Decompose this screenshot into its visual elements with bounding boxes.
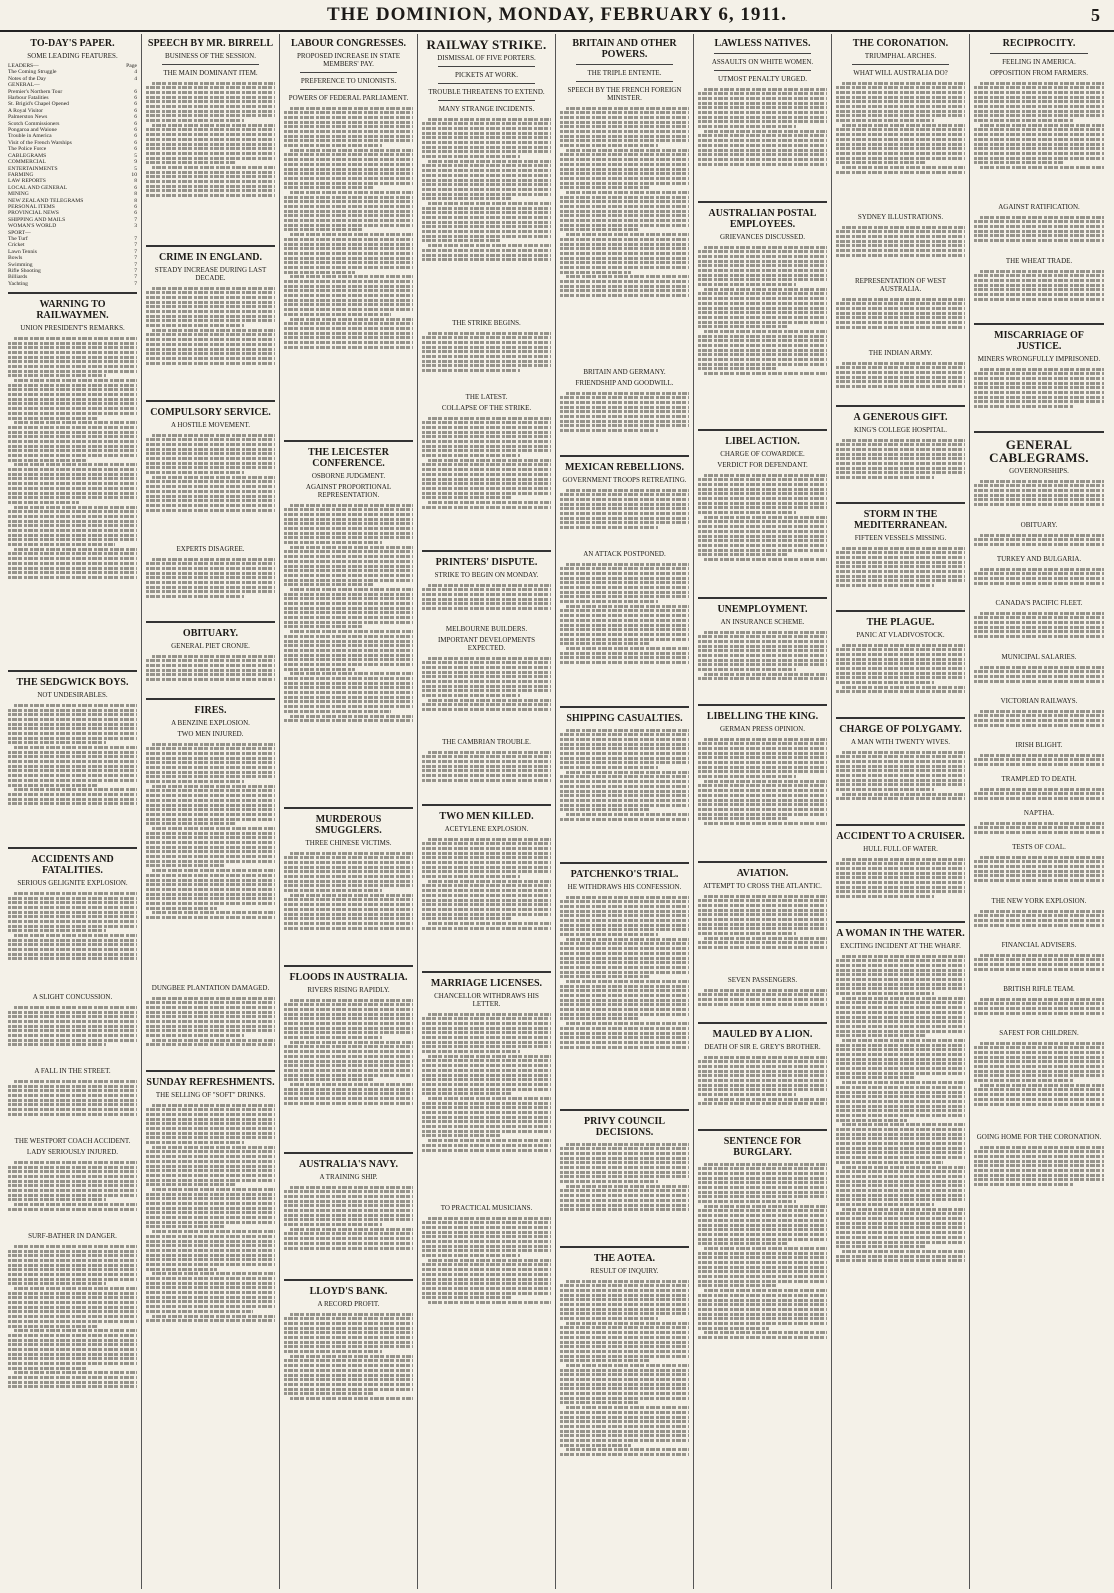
article-body <box>422 836 551 966</box>
subheading: COLLAPSE OF THE STRIKE. <box>441 404 532 412</box>
contents-label: FARMING <box>8 171 34 178</box>
contents-label: Palmerston News <box>8 114 48 121</box>
headline: OBITUARY. <box>182 628 239 639</box>
headline: CHARGE OF POLYGAMY. <box>839 724 962 735</box>
article-body <box>8 1243 137 1443</box>
article-body <box>560 894 689 1104</box>
article-body <box>698 472 827 592</box>
headline: TWO MEN KILLED. <box>439 811 534 822</box>
subheading: AGAINST RATIFICATION. <box>998 203 1080 211</box>
headline: COMPULSORY SERVICE. <box>150 407 271 418</box>
contents-label: LAW REPORTS <box>8 178 46 185</box>
subheading: UTMOST PENALTY URGED. <box>718 75 807 83</box>
article-body <box>836 360 965 400</box>
article-body <box>560 390 689 450</box>
article-body <box>560 727 689 857</box>
article-body <box>422 1215 551 1335</box>
subheading: HE WITHDRAWS HIS CONFESSION. <box>567 883 682 891</box>
headline: LIBEL ACTION. <box>725 436 800 447</box>
column-1 <box>4 34 142 1589</box>
article-body <box>8 890 137 990</box>
headline: LLOYD'S BANK. <box>309 1286 388 1297</box>
subheading: SOME LEADING FEATURES. <box>27 52 118 60</box>
article-body <box>836 296 965 346</box>
contents-label: The Police Force <box>8 146 47 153</box>
contents-label: The Turf <box>8 235 28 242</box>
article-body <box>146 995 275 1065</box>
headline: MEXICAN REBELLIONS. <box>565 462 684 473</box>
subheading: A MAN WITH TWENTY WIVES. <box>850 738 951 746</box>
subheading: PICKETS AT WORK. <box>455 71 518 79</box>
subheading: SYDNEY ILLUSTRATIONS. <box>857 213 944 221</box>
subheading: A RECORD PROFIT. <box>317 1300 380 1308</box>
contents-list <box>8 63 137 287</box>
subheading: VERDICT FOR DEFENDANT. <box>717 461 808 469</box>
headline: A GENEROUS GIFT. <box>853 412 948 423</box>
contents-page: 5 <box>134 165 137 172</box>
contents-page: 6 <box>134 203 137 210</box>
article-body <box>422 330 551 390</box>
article-body <box>284 1311 413 1431</box>
contents-label: Swimming <box>8 261 33 268</box>
article-body <box>8 1159 137 1229</box>
subheading: IMPORTANT DEVELOPMENTS EXPECTED. <box>437 636 536 652</box>
subheading: MELBOURNE BUILDERS. <box>445 625 528 633</box>
subheading: AN ATTACK POSTPONED. <box>583 550 666 558</box>
article-body <box>974 214 1104 254</box>
subheading: ASSAULTS ON WHITE WOMEN. <box>711 58 814 66</box>
subheading: THREE CHINESE VICTIMS. <box>305 839 392 847</box>
article-body <box>698 736 827 856</box>
article-body <box>698 86 827 196</box>
headline: A WOMAN IN THE WATER. <box>836 928 965 939</box>
headline: FIRES. <box>194 705 227 716</box>
subheading: GOING HOME FOR THE CORONATION. <box>976 1133 1102 1141</box>
article-body <box>146 285 275 395</box>
contents-label: GENERAL— <box>8 82 40 89</box>
article-body <box>974 80 1104 200</box>
headline: PRINTERS' DISPUTE. <box>435 557 538 568</box>
contents-label: LOCAL AND GENERAL <box>8 184 68 191</box>
contents-label: LEADERS— <box>8 63 39 69</box>
subheading: SURF-BATHER IN DANGER. <box>28 1232 117 1241</box>
contents-page: 6 <box>134 95 137 102</box>
headline: BRITAIN AND OTHER POWERS. <box>572 38 677 60</box>
article-body <box>974 366 1104 426</box>
subheading: CHANCELLOR WITHDRAWS HIS LETTER. <box>434 992 539 1008</box>
headline: PATCHENKO'S TRIAL. <box>570 869 679 880</box>
headline: CRIME IN ENGLAND. <box>158 252 263 263</box>
subheading: MUNICIPAL SALARIES. <box>1001 653 1077 661</box>
contents-label: A Royal Visitor <box>8 107 43 114</box>
subheading: FIFTEEN VESSELS MISSING. <box>854 534 947 542</box>
article-body <box>974 908 1104 938</box>
contents-page: 7 <box>134 216 137 223</box>
contents-label: Lawn Tennis <box>8 248 37 255</box>
subheading: MANY STRANGE INCIDENTS. <box>438 105 535 113</box>
headline: MARRIAGE LICENSES. <box>430 978 543 989</box>
headline: AVIATION. <box>736 868 789 879</box>
subheading: TO PRACTICAL MUSICIANS. <box>440 1204 533 1212</box>
subheading: PANIC AT VLADIVOSTOCK. <box>856 631 945 639</box>
subheading: EXPERTS DISAGREE. <box>176 545 245 553</box>
subheading: A FALL IN THE STREET. <box>34 1067 111 1076</box>
article-body <box>146 653 275 693</box>
headline: THE LEICESTER CONFERENCE. <box>308 447 389 469</box>
contents-page: 6 <box>134 120 137 127</box>
contents-page: 5 <box>134 152 137 159</box>
headline: RECIPROCITY. <box>1002 38 1076 49</box>
headline: WARNING TO RAILWAYMEN. <box>36 299 109 322</box>
headline: ACCIDENT TO A CRUISER. <box>836 831 965 842</box>
column-2 <box>142 34 280 1589</box>
subheading: SERIOUS GELIGNITE EXPLOSION. <box>17 879 128 888</box>
contents-page: 9 <box>134 159 137 166</box>
subheading: ATTEMPT TO CROSS THE ATLANTIC. <box>703 882 822 890</box>
contents-page: 10 <box>131 171 137 178</box>
subheading: POWERS OF FEDERAL PARLIAMENT. <box>288 94 409 102</box>
headline: SHIPPING CASUALTIES. <box>566 713 683 724</box>
article-body <box>836 856 965 916</box>
subheading: RESULT OF INQUIRY. <box>590 1267 659 1275</box>
contents-page: 7 <box>134 242 137 249</box>
article-body <box>836 953 965 1373</box>
contents-label: ENTERTAINMENTS <box>8 165 58 172</box>
subheading: BRITAIN AND GERMANY. <box>583 368 666 376</box>
subheading: THE WHEAT TRADE. <box>1005 257 1073 265</box>
article-body <box>698 1161 827 1401</box>
article-body <box>560 105 689 365</box>
contents-page: 6 <box>134 139 137 146</box>
column-5 <box>556 34 694 1589</box>
subheading: PROPOSED INCREASE IN STATE MEMBERS' PAY. <box>296 52 401 68</box>
article-body <box>422 582 551 622</box>
subheading: GOVERNMENT TROOPS RETREATING. <box>562 476 687 484</box>
contents-label: SPORT— <box>8 229 31 236</box>
headline: THE CORONATION. <box>852 38 949 49</box>
article-body <box>146 432 275 542</box>
article-body <box>974 1040 1104 1130</box>
contents-label: St. Brigid's Chapel Opened <box>8 101 69 108</box>
subheading: TESTS OF COAL. <box>1012 843 1066 851</box>
headline: TO-DAY'S PAPER. <box>30 38 115 49</box>
subheading: UNION PRESIDENT'S REMARKS. <box>20 324 125 333</box>
article-body <box>974 820 1104 840</box>
contents-page: 6 <box>134 114 137 121</box>
contents-page: 6 <box>134 184 137 191</box>
subheading: TWO MEN INJURED. <box>177 730 244 738</box>
article-body <box>422 749 551 799</box>
contents-label: NEW ZEALAND TELEGRAMS <box>8 197 84 204</box>
contents-page: 7 <box>134 255 137 262</box>
contents-page: 4 <box>134 69 137 76</box>
subheading: SAFEST FOR CHILDREN. <box>999 1029 1079 1037</box>
article-body <box>698 244 827 424</box>
article-body <box>698 1054 827 1124</box>
article-body <box>422 1011 551 1201</box>
headline: LABOUR CONGRESSES. <box>290 38 407 49</box>
subheading: IRISH BLIGHT. <box>1015 741 1063 749</box>
article-body <box>836 437 965 497</box>
article-body <box>8 702 137 842</box>
headline: SENTENCE FOR BURGLARY. <box>723 1136 802 1158</box>
headline: RAILWAY STRIKE. <box>426 37 547 52</box>
subheading: CHARGE OF COWARDICE. <box>720 450 805 458</box>
contents-label: Premier's Northern Tour <box>8 88 63 95</box>
article-body <box>974 566 1104 596</box>
subheading: FRIENDSHIP AND GOODWILL. <box>575 379 674 387</box>
subheading: BRITISH RIFLE TEAM. <box>1003 985 1075 993</box>
article-body <box>836 545 965 605</box>
contents-label: Visit of the French Warships <box>8 139 72 146</box>
article-body <box>698 629 827 699</box>
article-body <box>560 561 689 701</box>
headline: ACCIDENTS AND FATALITIES. <box>31 854 114 877</box>
subheading: A SLIGHT CONCUSSION. <box>32 993 113 1002</box>
headline: GENERAL CABLEGRAMS. <box>989 437 1089 465</box>
page-number: 5 <box>1091 5 1100 25</box>
news-columns <box>4 34 1110 1589</box>
contents-page: 7 <box>134 268 137 274</box>
subheading: A BENZINE EXPLOSION. <box>171 719 250 727</box>
article-body <box>974 708 1104 738</box>
article-body <box>146 80 275 240</box>
contents-page: Page <box>126 63 137 69</box>
contents-page: 6 <box>134 127 137 134</box>
contents-page: 6 <box>134 146 137 153</box>
subheading: AN INSURANCE SCHEME. <box>720 618 805 626</box>
subheading: NAPTHA. <box>1023 809 1055 817</box>
subheading: OSBORNE JUDGMENT. <box>311 472 386 480</box>
subheading: FEELING IN AMERICA. <box>1002 58 1076 66</box>
contents-page: 8 <box>134 197 137 204</box>
newspaper-title: THE DOMINION, MONDAY, FEBRUARY 6, 1911. <box>326 4 788 25</box>
article-body <box>698 893 827 973</box>
headline: AUSTRALIAN POSTAL EMPLOYEES. <box>708 208 817 230</box>
article-body <box>146 556 275 616</box>
headline: UNEMPLOYMENT. <box>717 604 808 615</box>
headline: LIBELLING THE KING. <box>706 711 819 722</box>
subheading: A TRAINING SHIP. <box>319 1173 378 1181</box>
contents-label: COMMERCIAL <box>8 159 46 166</box>
subheading: THE MAIN DOMINANT ITEM. <box>163 69 258 77</box>
contents-page: 7 <box>134 280 137 287</box>
subheading: EXCITING INCIDENT AT THE WHARF. <box>840 942 961 950</box>
subheading: ACETYLENE EXPLOSION. <box>444 825 529 833</box>
subheading: STRIKE TO BEGIN ON MONDAY. <box>434 571 539 579</box>
contents-label: PROVINCIAL NEWS <box>8 210 59 217</box>
article-body <box>146 741 275 981</box>
contents-label: Trouble in America <box>8 133 52 140</box>
subheading: THE STRIKE BEGINS. <box>452 319 521 327</box>
subheading: TRAMPLED TO DEATH. <box>1001 775 1077 783</box>
headline: PRIVY COUNCIL DECISIONS. <box>583 1116 666 1138</box>
article-body <box>8 1078 137 1134</box>
masthead <box>0 0 1114 32</box>
contents-label: Billiards <box>8 274 28 281</box>
contents-label: Pongaroa and Waione <box>8 127 57 134</box>
subheading: BUSINESS OF THE SESSION. <box>165 52 256 60</box>
contents-page: 8 <box>134 191 137 198</box>
contents-page: 6 <box>134 107 137 114</box>
contents-page: 6 <box>134 133 137 140</box>
subheading: STEADY INCREASE DURING LAST DECADE. <box>154 266 267 282</box>
contents-label: Bowls <box>8 255 23 262</box>
subheading: GERMAN PRESS OPINION. <box>720 725 805 733</box>
headline: MURDEROUS SMUGGLERS. <box>315 814 382 836</box>
column-8 <box>970 34 1108 1589</box>
subheading: NOT UNDESIRABLES. <box>37 691 108 700</box>
article-body <box>560 1278 689 1518</box>
article-body <box>974 268 1104 318</box>
article-body <box>698 987 827 1017</box>
column-3 <box>280 34 418 1589</box>
subheading: PREFERENCE TO UNIONISTS. <box>300 77 397 85</box>
article-body <box>284 105 413 435</box>
article-body <box>974 752 1104 772</box>
subheading: KING'S COLLEGE HOSPITAL. <box>853 426 948 434</box>
article-body <box>284 997 413 1147</box>
contents-label: WOMAN'S WORLD <box>8 223 57 230</box>
contents-label: The Coming Struggle <box>8 69 57 76</box>
article-body <box>146 1102 275 1402</box>
column-6 <box>694 34 832 1589</box>
subheading: LADY SERIOUSLY INJURED. <box>26 1148 119 1157</box>
article-body <box>974 1144 1104 1204</box>
contents-row <box>8 281 137 287</box>
subheading: SEVEN PASSENGERS. <box>727 976 798 984</box>
contents-label: Cricket <box>8 242 25 249</box>
headline: STORM IN THE MEDITERRANEAN. <box>853 509 948 531</box>
article-body <box>8 1004 137 1064</box>
contents-label: Yachting <box>8 280 28 287</box>
article-body <box>422 655 551 735</box>
subheading: VICTORIAN RAILWAYS. <box>1000 697 1078 705</box>
contents-page: 8 <box>134 178 137 185</box>
column-4 <box>418 34 556 1589</box>
contents-page: 7 <box>134 261 137 268</box>
contents-page: 7 <box>134 248 137 255</box>
subheading: DEATH OF SIR E. GREY'S BROTHER. <box>704 1043 821 1051</box>
headline: THE SEDGWICK BOYS. <box>16 677 129 689</box>
article-body <box>974 786 1104 806</box>
headline: MAULED BY A LION. <box>712 1029 813 1040</box>
headline: SPEECH BY MR. BIRRELL <box>147 38 274 49</box>
article-body <box>836 80 965 210</box>
subheading: TURKEY AND BULGARIA. <box>996 555 1082 563</box>
column-7 <box>832 34 970 1589</box>
contents-page: 3 <box>134 223 137 230</box>
subheading: REPRESENTATION OF WEST AUSTRALIA. <box>854 277 947 293</box>
article-body <box>836 749 965 819</box>
subheading: HULL FULL OF WATER. <box>863 845 938 853</box>
article-body <box>974 996 1104 1026</box>
subheading: GENERAL PIET CRONJE. <box>171 642 250 650</box>
subheading: WHAT WILL AUSTRALIA DO? <box>853 69 948 77</box>
article-body <box>422 415 551 545</box>
subheading: MINERS WRONGFULLY IMPRISONED. <box>977 355 1101 363</box>
subheading: THE CAMBRIAN TROUBLE. <box>442 738 531 746</box>
headline: AUSTRALIA'S NAVY. <box>299 1159 398 1170</box>
headline: MISCARRIAGE OF JUSTICE. <box>994 330 1084 352</box>
subheading: THE INDIAN ARMY. <box>868 349 933 357</box>
subheading: DUNGBEE PLANTATION DAMAGED. <box>151 984 270 992</box>
subheading: GRIEVANCES DISCUSSED. <box>719 233 806 241</box>
headline: LAWLESS NATIVES. <box>714 38 811 49</box>
subheading: TRIUMPHAL ARCHES. <box>864 52 937 60</box>
article-body <box>974 664 1104 694</box>
article-body <box>284 1184 413 1274</box>
article-body <box>422 116 551 316</box>
contents-label: Rifle Shooting <box>8 268 41 274</box>
contents-label: PERSONAL ITEMS <box>8 203 55 210</box>
subheading: RIVERS RISING RAPIDLY. <box>307 986 390 994</box>
subheading: A HOSTILE MOVEMENT. <box>170 421 250 429</box>
article-body <box>560 487 689 547</box>
contents-label: CABLEGRAMS <box>8 152 47 159</box>
contents-label: Scotch Commissioners <box>8 120 60 127</box>
article-body <box>284 502 413 802</box>
contents-page: 7 <box>134 274 137 281</box>
article-body <box>284 850 413 960</box>
article-body <box>974 478 1104 518</box>
subheading: THE NEW YORK EXPLOSION. <box>991 897 1087 905</box>
subheading: CANADA'S PACIFIC FLEET. <box>995 599 1083 607</box>
article-body <box>836 224 965 274</box>
contents-page: 7 <box>134 235 137 242</box>
contents-label: MINING <box>8 191 29 198</box>
subheading: DISMISSAL OF FIVE PORTERS. <box>437 54 536 62</box>
headline: THE AOTEA. <box>593 1253 656 1264</box>
article-body <box>836 642 965 712</box>
contents-page: 6 <box>134 101 137 108</box>
subheading: THE TRIPLE ENTENTE. <box>587 69 662 77</box>
subheading: SPEECH BY THE FRENCH FOREIGN MINISTER. <box>567 86 682 102</box>
subheading: OPPOSITION FROM FARMERS. <box>989 69 1089 77</box>
contents-page: 6 <box>134 88 137 95</box>
subheading: THE LATEST. <box>465 393 508 401</box>
headline: THE PLAGUE. <box>866 617 935 628</box>
contents-page: 6 <box>134 210 137 217</box>
article-body <box>974 952 1104 982</box>
contents-label: Notes of the Day <box>8 75 47 82</box>
headline: SUNDAY REFRESHMENTS. <box>146 1077 275 1088</box>
subheading: FINANCIAL ADVISERS. <box>1001 941 1077 949</box>
subheading: OBITUARY. <box>1020 521 1058 529</box>
article-body <box>560 1141 689 1241</box>
headline: FLOODS IN AUSTRALIA. <box>289 972 408 983</box>
contents-page: 4 <box>134 75 137 82</box>
article-body <box>974 854 1104 894</box>
subheading: THE WESTPORT COACH ACCIDENT. <box>14 1137 131 1146</box>
article-body <box>974 610 1104 650</box>
subheading: AGAINST PROPORTIONAL REPRESENTATION. <box>305 483 392 499</box>
contents-label: Harbour Fatalities <box>8 95 49 102</box>
subheading: THE SELLING OF "SOFT" DRINKS. <box>155 1091 266 1099</box>
article-body <box>974 532 1104 552</box>
article-body <box>8 335 137 665</box>
subheading: GOVERNORSHIPS. <box>1009 467 1069 475</box>
subheading: TROUBLE THREATENS TO EXTEND. <box>428 88 545 96</box>
contents-label: SHIPPING AND MAILS <box>8 216 66 223</box>
